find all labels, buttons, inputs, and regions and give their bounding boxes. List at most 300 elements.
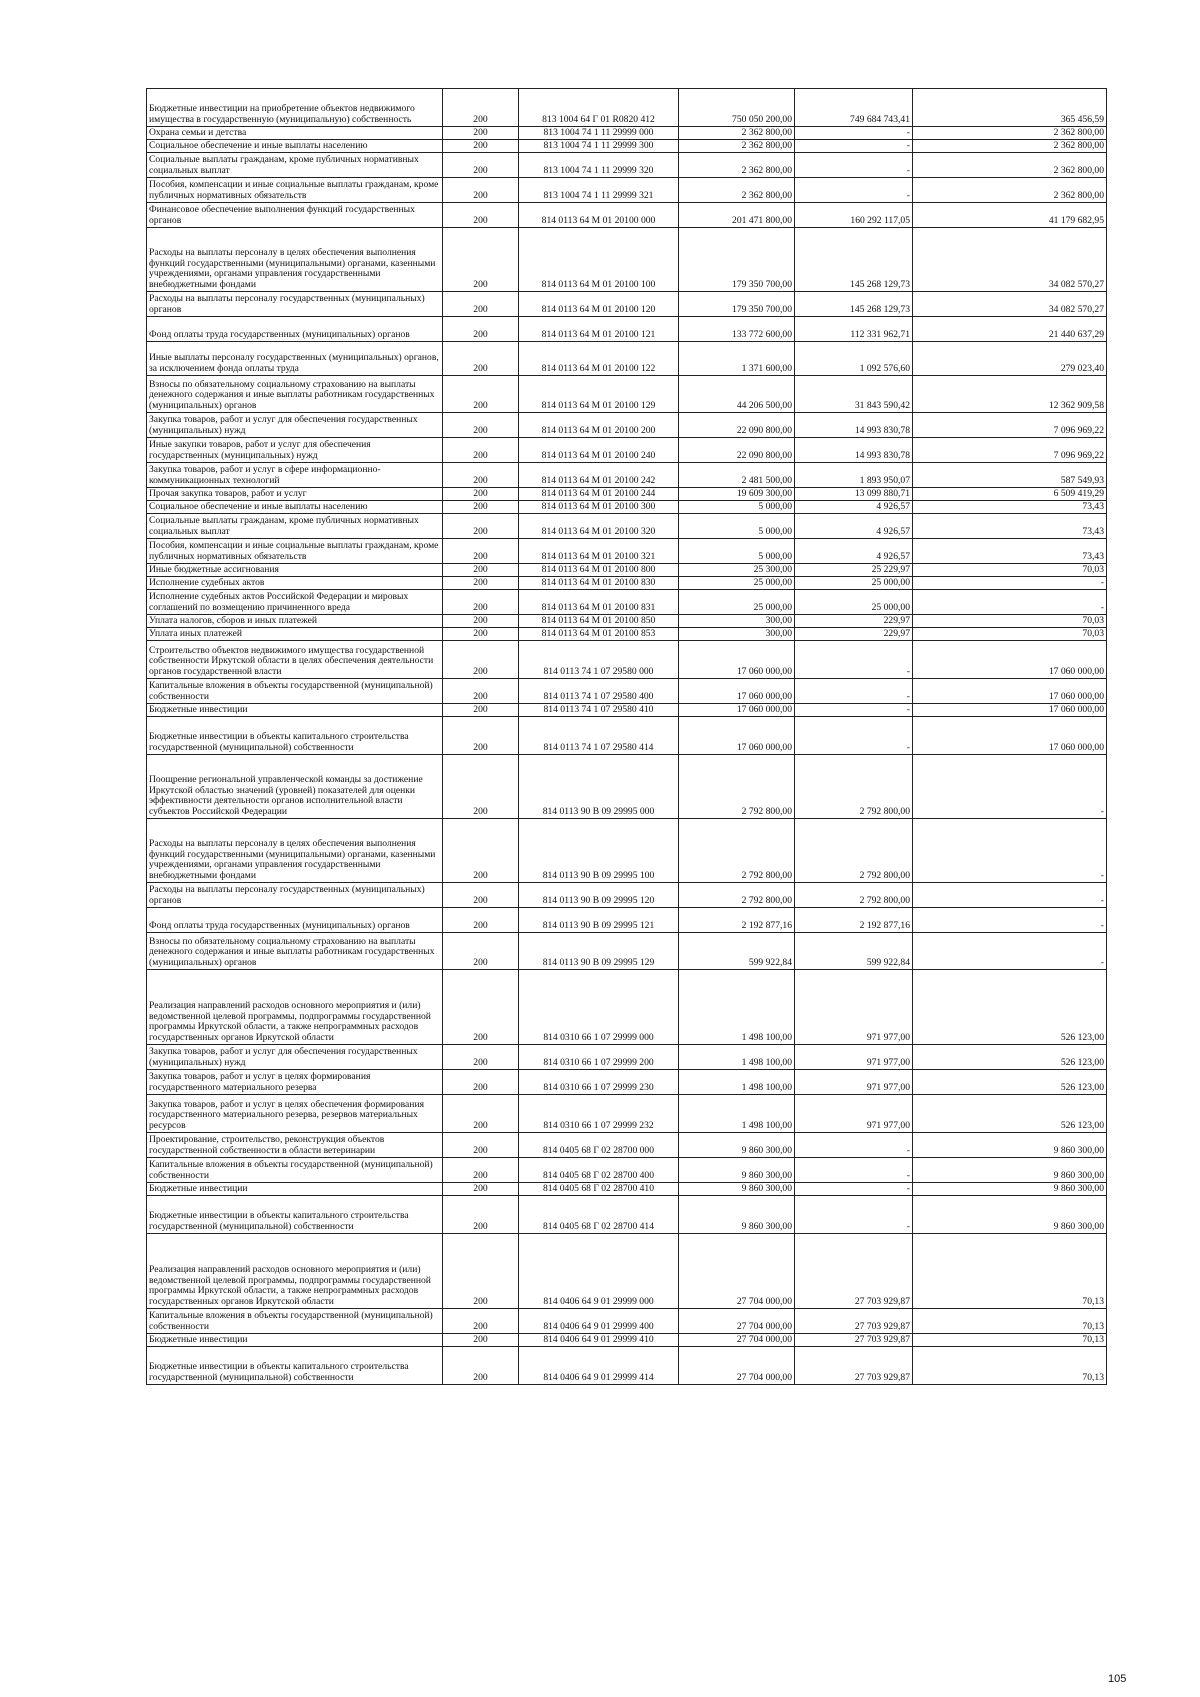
row-approved-cell: 25 000,00 (679, 590, 795, 615)
row-kbk-cell: 814 0310 66 1 07 29999 232 (519, 1095, 679, 1133)
row-name-cell: Проектирование, строительство, реконструкция объектов государственной собственности в области ветеринарии (147, 1133, 443, 1158)
row-executed-cell: 14 993 830,78 (795, 413, 913, 438)
row-kbk-cell: 814 0113 74 1 07 29580 410 (519, 704, 679, 717)
row-code-cell: 200 (443, 203, 519, 228)
row-code-cell: 200 (443, 1183, 519, 1196)
row-code-cell: 200 (443, 1133, 519, 1158)
row-kbk-cell: 814 0113 64 М 01 20100 129 (519, 376, 679, 413)
row-approved-cell: 27 704 000,00 (679, 1309, 795, 1334)
row-executed-cell: 25 000,00 (795, 577, 913, 590)
row-kbk-cell: 814 0405 68 Г 02 28700 400 (519, 1158, 679, 1183)
table-row (147, 590, 1107, 615)
row-remainder-cell: 70,03 (913, 615, 1107, 628)
row-code-cell: 200 (443, 413, 519, 438)
row-remainder-cell: 526 123,00 (913, 1095, 1107, 1133)
row-name-cell: Фонд оплаты труда государственных (муниципальных) органов (147, 317, 443, 342)
row-remainder-cell: 279 023,40 (913, 342, 1107, 376)
table-row (147, 317, 1107, 342)
row-name-cell: Капитальные вложения в объекты государственной (муниципальной) собственности (147, 1158, 443, 1183)
row-remainder-cell: 21 440 637,29 (913, 317, 1107, 342)
row-approved-cell: 9 860 300,00 (679, 1196, 795, 1234)
row-kbk-cell: 814 0406 64 9 01 29999 410 (519, 1334, 679, 1347)
row-name-cell: Бюджетные инвестиции в объекты капитального строительства государственной (муниципальной) собственности (147, 1347, 443, 1385)
row-kbk-cell: 814 0406 64 9 01 29999 414 (519, 1347, 679, 1385)
row-name-cell: Уплата иных платежей (147, 628, 443, 641)
row-remainder-cell: 2 362 800,00 (913, 178, 1107, 203)
row-approved-cell: 19 609 300,00 (679, 488, 795, 501)
row-kbk-cell: 814 0113 64 М 01 20100 122 (519, 342, 679, 376)
row-code-cell: 200 (443, 970, 519, 1045)
row-name-cell: Закупка товаров, работ и услуг в целях формирования государственного материального резерва (147, 1070, 443, 1095)
row-code-cell: 200 (443, 1095, 519, 1133)
budget-sheet (146, 88, 1106, 1385)
row-name-cell: Бюджетные инвестиции (147, 1183, 443, 1196)
table-row (147, 1334, 1107, 1347)
row-executed-cell: 971 977,00 (795, 1070, 913, 1095)
row-name-cell: Охрана семьи и детства (147, 127, 443, 140)
row-kbk-cell: 814 0113 64 М 01 20100 300 (519, 501, 679, 514)
row-remainder-cell: 73,43 (913, 539, 1107, 564)
row-name-cell: Бюджетные инвестиции в объекты капитального строительства государственной (муниципальной) собственности (147, 717, 443, 755)
row-kbk-cell: 814 0113 64 М 01 20100 240 (519, 438, 679, 463)
row-executed-cell: - (795, 717, 913, 755)
row-name-cell: Бюджетные инвестиции (147, 1334, 443, 1347)
row-approved-cell: 2 481 500,00 (679, 463, 795, 488)
row-kbk-cell: 814 0113 90 В 09 29995 129 (519, 933, 679, 970)
row-executed-cell: - (795, 1133, 913, 1158)
row-kbk-cell: 814 0310 66 1 07 29999 000 (519, 970, 679, 1045)
row-approved-cell: 1 498 100,00 (679, 1070, 795, 1095)
row-executed-cell: - (795, 704, 913, 717)
row-remainder-cell: 73,43 (913, 514, 1107, 539)
row-remainder-cell: 34 082 570,27 (913, 292, 1107, 317)
row-name-cell: Строительство объектов недвижимого имущества государственной собственности Иркутской области в целях обеспечения деятельности органов государственной власти (147, 641, 443, 679)
table-row (147, 463, 1107, 488)
table-row (147, 1045, 1107, 1070)
row-approved-cell: 25 000,00 (679, 577, 795, 590)
row-code-cell: 200 (443, 342, 519, 376)
row-remainder-cell: 12 362 909,58 (913, 376, 1107, 413)
row-kbk-cell: 814 0405 68 Г 02 28700 000 (519, 1133, 679, 1158)
row-code-cell: 200 (443, 1196, 519, 1234)
row-name-cell: Фонд оплаты труда государственных (муниципальных) органов (147, 908, 443, 933)
row-approved-cell: 9 860 300,00 (679, 1183, 795, 1196)
row-approved-cell: 25 300,00 (679, 564, 795, 577)
row-executed-cell: 599 922,84 (795, 933, 913, 970)
row-kbk-cell: 813 1004 64 Г 01 R0820 412 (519, 89, 679, 127)
row-approved-cell: 17 060 000,00 (679, 704, 795, 717)
row-remainder-cell: 70,13 (913, 1334, 1107, 1347)
row-approved-cell: 300,00 (679, 628, 795, 641)
row-remainder-cell: 9 860 300,00 (913, 1133, 1107, 1158)
table-row (147, 488, 1107, 501)
budget-table-body (147, 89, 1107, 1385)
row-code-cell: 200 (443, 641, 519, 679)
row-kbk-cell: 814 0406 64 9 01 29999 000 (519, 1234, 679, 1309)
table-row (147, 970, 1107, 1045)
row-kbk-cell: 814 0113 64 М 01 20100 830 (519, 577, 679, 590)
row-kbk-cell: 814 0406 64 9 01 29999 400 (519, 1309, 679, 1334)
row-code-cell: 200 (443, 317, 519, 342)
row-name-cell: Расходы на выплаты персоналу государственных (муниципальных) органов (147, 292, 443, 317)
row-code-cell: 200 (443, 755, 519, 819)
row-executed-cell: 229,97 (795, 615, 913, 628)
page-number: 105 (1108, 1673, 1127, 1685)
row-remainder-cell: 9 860 300,00 (913, 1196, 1107, 1234)
row-remainder-cell: 41 179 682,95 (913, 203, 1107, 228)
table-row (147, 203, 1107, 228)
table-row (147, 704, 1107, 717)
row-executed-cell: 112 331 962,71 (795, 317, 913, 342)
row-approved-cell: 2 792 800,00 (679, 755, 795, 819)
table-row (147, 628, 1107, 641)
row-executed-cell: - (795, 153, 913, 178)
row-kbk-cell: 814 0113 90 В 09 29995 121 (519, 908, 679, 933)
row-approved-cell: 1 498 100,00 (679, 1045, 795, 1070)
row-code-cell: 200 (443, 127, 519, 140)
row-approved-cell: 27 704 000,00 (679, 1334, 795, 1347)
row-approved-cell: 750 050 200,00 (679, 89, 795, 127)
table-row (147, 933, 1107, 970)
table-row (147, 615, 1107, 628)
row-remainder-cell: - (913, 819, 1107, 883)
row-approved-cell: 9 860 300,00 (679, 1158, 795, 1183)
row-executed-cell: 13 099 880,71 (795, 488, 913, 501)
row-name-cell: Реализация направлений расходов основного мероприятия и (или) ведомственной целевой программы, подпрограммы государственной программы Иркутской области, а также непрограммных расходов государственных органов Иркутской области (147, 970, 443, 1045)
row-remainder-cell: 70,13 (913, 1234, 1107, 1309)
row-name-cell: Капитальные вложения в объекты государственной (муниципальной) собственности (147, 679, 443, 704)
row-remainder-cell: 526 123,00 (913, 970, 1107, 1045)
row-executed-cell: - (795, 641, 913, 679)
row-approved-cell: 17 060 000,00 (679, 717, 795, 755)
row-executed-cell: 145 268 129,73 (795, 228, 913, 292)
row-approved-cell: 1 498 100,00 (679, 970, 795, 1045)
row-code-cell: 200 (443, 615, 519, 628)
row-executed-cell: - (795, 178, 913, 203)
row-code-cell: 200 (443, 463, 519, 488)
table-row (147, 883, 1107, 908)
table-row (147, 577, 1107, 590)
row-approved-cell: 9 860 300,00 (679, 1133, 795, 1158)
row-executed-cell: 14 993 830,78 (795, 438, 913, 463)
row-approved-cell: 27 704 000,00 (679, 1234, 795, 1309)
table-row (147, 413, 1107, 438)
row-kbk-cell: 814 0113 64 М 01 20100 850 (519, 615, 679, 628)
row-code-cell: 200 (443, 908, 519, 933)
row-approved-cell: 17 060 000,00 (679, 679, 795, 704)
table-row (147, 717, 1107, 755)
row-kbk-cell: 814 0113 90 В 09 29995 120 (519, 883, 679, 908)
row-remainder-cell: 9 860 300,00 (913, 1158, 1107, 1183)
table-row (147, 1095, 1107, 1133)
row-approved-cell: 22 090 800,00 (679, 438, 795, 463)
row-code-cell: 200 (443, 1070, 519, 1095)
row-kbk-cell: 813 1004 74 1 11 29999 000 (519, 127, 679, 140)
table-row (147, 1347, 1107, 1385)
row-executed-cell: 27 703 929,87 (795, 1309, 913, 1334)
row-approved-cell: 599 922,84 (679, 933, 795, 970)
row-approved-cell: 2 362 800,00 (679, 140, 795, 153)
row-name-cell: Бюджетные инвестиции в объекты капитального строительства государственной (муниципальной) собственности (147, 1196, 443, 1234)
row-code-cell: 200 (443, 1158, 519, 1183)
row-approved-cell: 2 192 877,16 (679, 908, 795, 933)
row-approved-cell: 2 792 800,00 (679, 883, 795, 908)
row-name-cell: Исполнение судебных актов Российской Федерации и мировых соглашений по возмещению причиненного вреда (147, 590, 443, 615)
row-code-cell: 200 (443, 1334, 519, 1347)
row-executed-cell: 160 292 117,05 (795, 203, 913, 228)
row-remainder-cell: - (913, 590, 1107, 615)
row-remainder-cell: 34 082 570,27 (913, 228, 1107, 292)
row-kbk-cell: 814 0113 64 М 01 20100 121 (519, 317, 679, 342)
row-remainder-cell: - (913, 933, 1107, 970)
row-kbk-cell: 814 0113 64 М 01 20100 120 (519, 292, 679, 317)
row-remainder-cell: 526 123,00 (913, 1070, 1107, 1095)
row-kbk-cell: 814 0113 64 М 01 20100 831 (519, 590, 679, 615)
row-remainder-cell: 2 362 800,00 (913, 153, 1107, 178)
table-row (147, 140, 1107, 153)
row-approved-cell: 133 772 600,00 (679, 317, 795, 342)
row-code-cell: 200 (443, 1309, 519, 1334)
table-row (147, 501, 1107, 514)
row-code-cell: 200 (443, 564, 519, 577)
row-executed-cell: 2 792 800,00 (795, 755, 913, 819)
row-kbk-cell: 813 1004 74 1 11 29999 321 (519, 178, 679, 203)
row-executed-cell: 4 926,57 (795, 501, 913, 514)
row-code-cell: 200 (443, 679, 519, 704)
row-code-cell: 200 (443, 292, 519, 317)
row-approved-cell: 2 362 800,00 (679, 153, 795, 178)
table-row (147, 228, 1107, 292)
row-code-cell: 200 (443, 590, 519, 615)
table-row (147, 153, 1107, 178)
row-approved-cell: 1 371 600,00 (679, 342, 795, 376)
row-remainder-cell: 6 509 419,29 (913, 488, 1107, 501)
row-kbk-cell: 814 0113 90 В 09 29995 100 (519, 819, 679, 883)
row-remainder-cell: 365 456,59 (913, 89, 1107, 127)
row-code-cell: 200 (443, 140, 519, 153)
row-kbk-cell: 813 1004 74 1 11 29999 320 (519, 153, 679, 178)
row-remainder-cell: 70,03 (913, 564, 1107, 577)
row-name-cell: Закупка товаров, работ и услуг в сфере информационно-коммуникационных технологий (147, 463, 443, 488)
row-name-cell: Социальные выплаты гражданам, кроме публичных нормативных социальных выплат (147, 514, 443, 539)
row-kbk-cell: 814 0113 64 М 01 20100 320 (519, 514, 679, 539)
table-row (147, 1234, 1107, 1309)
row-remainder-cell: - (913, 755, 1107, 819)
row-approved-cell: 179 350 700,00 (679, 292, 795, 317)
row-executed-cell: 971 977,00 (795, 1045, 913, 1070)
row-code-cell: 200 (443, 488, 519, 501)
row-code-cell: 200 (443, 1234, 519, 1309)
row-code-cell: 200 (443, 501, 519, 514)
row-kbk-cell: 814 0113 64 М 01 20100 244 (519, 488, 679, 501)
row-remainder-cell: 2 362 800,00 (913, 127, 1107, 140)
row-executed-cell: 2 792 800,00 (795, 883, 913, 908)
row-remainder-cell: 17 060 000,00 (913, 704, 1107, 717)
row-name-cell: Взносы по обязательному социальному страхованию на выплаты денежного содержания и иные выплаты работникам государственных (муниципальных) органов (147, 933, 443, 970)
row-remainder-cell: 526 123,00 (913, 1045, 1107, 1070)
row-kbk-cell: 814 0310 66 1 07 29999 200 (519, 1045, 679, 1070)
row-name-cell: Бюджетные инвестиции (147, 704, 443, 717)
row-kbk-cell: 814 0113 64 М 01 20100 800 (519, 564, 679, 577)
row-approved-cell: 2 362 800,00 (679, 178, 795, 203)
row-code-cell: 200 (443, 577, 519, 590)
table-row (147, 539, 1107, 564)
row-remainder-cell: 7 096 969,22 (913, 413, 1107, 438)
row-name-cell: Бюджетные инвестиции на приобретение объектов недвижимого имущества в государственную (муниципальную) собственность (147, 89, 443, 127)
row-kbk-cell: 814 0405 68 Г 02 28700 410 (519, 1183, 679, 1196)
row-executed-cell: 27 703 929,87 (795, 1334, 913, 1347)
row-executed-cell: - (795, 127, 913, 140)
row-kbk-cell: 814 0113 64 М 01 20100 853 (519, 628, 679, 641)
row-code-cell: 200 (443, 1347, 519, 1385)
row-code-cell: 200 (443, 883, 519, 908)
table-row (147, 1309, 1107, 1334)
row-approved-cell: 1 498 100,00 (679, 1095, 795, 1133)
row-code-cell: 200 (443, 438, 519, 463)
row-executed-cell: 971 977,00 (795, 970, 913, 1045)
row-kbk-cell: 814 0113 74 1 07 29580 000 (519, 641, 679, 679)
row-kbk-cell: 814 0310 66 1 07 29999 230 (519, 1070, 679, 1095)
table-row (147, 376, 1107, 413)
row-code-cell: 200 (443, 153, 519, 178)
table-row (147, 908, 1107, 933)
table-row (147, 514, 1107, 539)
row-executed-cell: 31 843 590,42 (795, 376, 913, 413)
row-name-cell: Социальные выплаты гражданам, кроме публичных нормативных социальных выплат (147, 153, 443, 178)
row-remainder-cell: 17 060 000,00 (913, 641, 1107, 679)
row-name-cell: Иные бюджетные ассигнования (147, 564, 443, 577)
row-code-cell: 200 (443, 228, 519, 292)
row-approved-cell: 5 000,00 (679, 539, 795, 564)
row-name-cell: Расходы на выплаты персоналу государственных (муниципальных) органов (147, 883, 443, 908)
row-code-cell: 200 (443, 1045, 519, 1070)
row-code-cell: 200 (443, 628, 519, 641)
table-row (147, 89, 1107, 127)
row-remainder-cell: 9 860 300,00 (913, 1183, 1107, 1196)
table-row (147, 342, 1107, 376)
row-name-cell: Социальное обеспечение и иные выплаты населению (147, 140, 443, 153)
row-name-cell: Пособия, компенсации и иные социальные выплаты гражданам, кроме публичных нормативных обязательств (147, 539, 443, 564)
table-row (147, 641, 1107, 679)
row-executed-cell: - (795, 1196, 913, 1234)
row-executed-cell: 229,97 (795, 628, 913, 641)
row-executed-cell: - (795, 1183, 913, 1196)
row-executed-cell: 25 229,97 (795, 564, 913, 577)
row-executed-cell: - (795, 679, 913, 704)
row-kbk-cell: 814 0113 74 1 07 29580 400 (519, 679, 679, 704)
row-name-cell: Закупка товаров, работ и услуг для обеспечения государственных (муниципальных) нужд (147, 1045, 443, 1070)
row-name-cell: Капитальные вложения в объекты государственной (муниципальной) собственности (147, 1309, 443, 1334)
row-code-cell: 200 (443, 539, 519, 564)
row-kbk-cell: 814 0113 64 М 01 20100 200 (519, 413, 679, 438)
row-name-cell: Взносы по обязательному социальному страхованию на выплаты денежного содержания и иные выплаты работникам государственных (муниципальных) органов (147, 376, 443, 413)
row-executed-cell: 25 000,00 (795, 590, 913, 615)
row-name-cell: Реализация направлений расходов основного мероприятия и (или) ведомственной целевой программы, подпрограммы государственной программы Иркутской области, а также непрограммных расходов государственных органов Иркутской области (147, 1234, 443, 1309)
row-code-cell: 200 (443, 376, 519, 413)
table-row (147, 564, 1107, 577)
row-remainder-cell: 70,03 (913, 628, 1107, 641)
row-remainder-cell: - (913, 883, 1107, 908)
row-kbk-cell: 814 0113 74 1 07 29580 414 (519, 717, 679, 755)
table-row (147, 1183, 1107, 1196)
row-kbk-cell: 813 1004 74 1 11 29999 300 (519, 140, 679, 153)
table-row (147, 679, 1107, 704)
row-executed-cell: 4 926,57 (795, 514, 913, 539)
row-kbk-cell: 814 0405 68 Г 02 28700 414 (519, 1196, 679, 1234)
budget-table (146, 88, 1107, 1385)
row-code-cell: 200 (443, 819, 519, 883)
row-code-cell: 200 (443, 704, 519, 717)
row-name-cell: Исполнение судебных актов (147, 577, 443, 590)
row-name-cell: Прочая закупка товаров, работ и услуг (147, 488, 443, 501)
row-kbk-cell: 814 0113 90 В 09 29995 000 (519, 755, 679, 819)
row-executed-cell: 971 977,00 (795, 1095, 913, 1133)
row-name-cell: Закупка товаров, работ и услуг в целях обеспечения формирования государственного материального резерва, резервов материальных ресурсов (147, 1095, 443, 1133)
row-executed-cell: 27 703 929,87 (795, 1234, 913, 1309)
table-row (147, 1133, 1107, 1158)
row-code-cell: 200 (443, 933, 519, 970)
row-remainder-cell: 17 060 000,00 (913, 717, 1107, 755)
table-row (147, 178, 1107, 203)
row-kbk-cell: 814 0113 64 М 01 20100 000 (519, 203, 679, 228)
table-row (147, 438, 1107, 463)
row-name-cell: Иные выплаты персоналу государственных (муниципальных) органов, за исключением фонда оплаты труда (147, 342, 443, 376)
row-approved-cell: 5 000,00 (679, 501, 795, 514)
row-name-cell: Расходы на выплаты персоналу в целях обеспечения выполнения функций государственными (муниципальными) органами, казенными учреждениями, органами управления государственными внебюджетными фондами (147, 819, 443, 883)
row-name-cell: Финансовое обеспечение выполнения функций государственных органов (147, 203, 443, 228)
row-approved-cell: 300,00 (679, 615, 795, 628)
row-executed-cell: 27 703 929,87 (795, 1347, 913, 1385)
row-remainder-cell: 17 060 000,00 (913, 679, 1107, 704)
row-executed-cell: - (795, 1158, 913, 1183)
row-code-cell: 200 (443, 178, 519, 203)
table-row (147, 292, 1107, 317)
table-row (147, 127, 1107, 140)
row-approved-cell: 44 206 500,00 (679, 376, 795, 413)
table-row (147, 1158, 1107, 1183)
row-approved-cell: 5 000,00 (679, 514, 795, 539)
row-approved-cell: 2 362 800,00 (679, 127, 795, 140)
row-approved-cell: 179 350 700,00 (679, 228, 795, 292)
row-remainder-cell: 587 549,93 (913, 463, 1107, 488)
row-name-cell: Расходы на выплаты персоналу в целях обеспечения выполнения функций государственными (муниципальными) органами, казенными учреждениями, органами управления государственными внебюджетными фондами (147, 228, 443, 292)
row-executed-cell: 749 684 743,41 (795, 89, 913, 127)
row-code-cell: 200 (443, 717, 519, 755)
row-approved-cell: 201 471 800,00 (679, 203, 795, 228)
row-executed-cell: 2 192 877,16 (795, 908, 913, 933)
row-executed-cell: - (795, 140, 913, 153)
row-name-cell: Социальное обеспечение и иные выплаты населению (147, 501, 443, 514)
row-approved-cell: 22 090 800,00 (679, 413, 795, 438)
row-executed-cell: 1 893 950,07 (795, 463, 913, 488)
row-remainder-cell: 70,13 (913, 1309, 1107, 1334)
table-row (147, 1196, 1107, 1234)
row-code-cell: 200 (443, 89, 519, 127)
row-executed-cell: 145 268 129,73 (795, 292, 913, 317)
table-row (147, 819, 1107, 883)
row-approved-cell: 2 792 800,00 (679, 819, 795, 883)
row-name-cell: Пособия, компенсации и иные социальные выплаты гражданам, кроме публичных нормативных обязательств (147, 178, 443, 203)
row-name-cell: Поощрение региональной управленческой команды за достижение Иркутской областью значений (уровней) показателей для оценки эффективности деятельности органов исполнительной власти субъектов Российской Федерации (147, 755, 443, 819)
table-row (147, 1070, 1107, 1095)
row-kbk-cell: 814 0113 64 М 01 20100 100 (519, 228, 679, 292)
row-executed-cell: 4 926,57 (795, 539, 913, 564)
row-code-cell: 200 (443, 514, 519, 539)
row-executed-cell: 1 092 576,60 (795, 342, 913, 376)
row-name-cell: Иные закупки товаров, работ и услуг для обеспечения государственных (муниципальных) нужд (147, 438, 443, 463)
row-name-cell: Уплата налогов, сборов и иных платежей (147, 615, 443, 628)
row-executed-cell: 2 792 800,00 (795, 819, 913, 883)
